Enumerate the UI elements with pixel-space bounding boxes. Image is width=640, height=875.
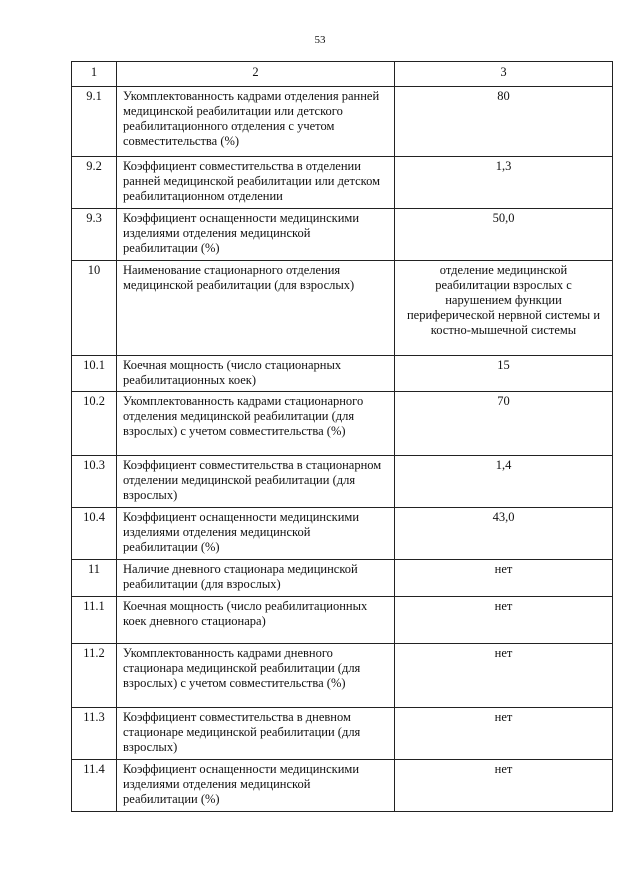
row-value: 43,0 [395, 508, 613, 560]
row-description: Коэффициент оснащенности медицинскими изделиями отделения медицинской реабилитации (%) [117, 508, 395, 560]
row-description: Коэффициент совместительства в дневном стационаре медицинской реабилитации (для взрослых) [117, 708, 395, 760]
row-number: 10.4 [72, 508, 117, 560]
table-row [72, 560, 613, 597]
row-description: Коэффициент оснащенности медицинскими изделиями отделения медицинской реабилитации (%) [117, 209, 395, 261]
table-row [72, 644, 613, 708]
table-row [72, 261, 613, 356]
row-number: 11 [72, 560, 117, 597]
table-body [72, 87, 613, 812]
table-row [72, 456, 613, 508]
row-value: 50,0 [395, 209, 613, 261]
table-row [72, 157, 613, 209]
row-number: 11.4 [72, 760, 117, 812]
row-value: нет [395, 597, 613, 644]
row-description: Коечная мощность (число реабилитационных коек дневного стационара) [117, 597, 395, 644]
row-description: Укомплектованность кадрами дневного стационара медицинской реабилитации (для взрослых) с учетом совместительства (%) [117, 644, 395, 708]
table-row [72, 209, 613, 261]
row-number: 9.1 [72, 87, 117, 157]
row-value: 70 [395, 392, 613, 456]
row-description: Коэффициент оснащенности медицинскими изделиями отделения медицинской реабилитации (%) [117, 760, 395, 812]
row-description: Коэффициент совместительства в отделении ранней медицинской реабилитации или детском реабилитационном отделении [117, 157, 395, 209]
row-description: Коечная мощность (число стационарных реабилитационных коек) [117, 356, 395, 392]
row-number: 11.3 [72, 708, 117, 760]
row-number: 9.2 [72, 157, 117, 209]
table-row [72, 597, 613, 644]
row-value: 80 [395, 87, 613, 157]
row-number: 11.1 [72, 597, 117, 644]
table-header-row [72, 62, 613, 87]
row-description: Наличие дневного стационара медицинской реабилитации (для взрослых) [117, 560, 395, 597]
table-row [72, 87, 613, 157]
row-value: 1,3 [395, 157, 613, 209]
header-col-1: 1 [72, 62, 117, 87]
row-value: 15 [395, 356, 613, 392]
row-description: Укомплектованность кадрами стационарного отделения медицинской реабилитации (для взрослых) с учетом совместительства (%) [117, 392, 395, 456]
row-value: нет [395, 560, 613, 597]
table-row [72, 708, 613, 760]
table-row [72, 760, 613, 812]
row-number: 10.2 [72, 392, 117, 456]
header-col-2: 2 [117, 62, 395, 87]
row-value: нет [395, 760, 613, 812]
table-row [72, 508, 613, 560]
row-value: нет [395, 644, 613, 708]
row-value: 1,4 [395, 456, 613, 508]
row-description: Наименование стационарного отделения медицинской реабилитации (для взрослых) [117, 261, 395, 356]
header-col-3: 3 [395, 62, 613, 87]
page-number: 53 [314, 34, 326, 46]
row-number: 10.1 [72, 356, 117, 392]
row-value: отделение медицинской реабилитации взрослых с нарушением функции периферической нервной системы и костно-мышечной системы [395, 261, 613, 356]
row-description: Укомплектованность кадрами отделения ранней медицинской реабилитации или детского реабилитационного отделения с учетом совместительства (%) [117, 87, 395, 157]
table-row [72, 392, 613, 456]
row-number: 11.2 [72, 644, 117, 708]
row-number: 9.3 [72, 209, 117, 261]
data-table [71, 61, 613, 812]
row-number: 10.3 [72, 456, 117, 508]
row-value: нет [395, 708, 613, 760]
row-number: 10 [72, 261, 117, 356]
row-description: Коэффициент совместительства в стационарном отделении медицинской реабилитации (для взрослых) [117, 456, 395, 508]
table-row [72, 356, 613, 392]
